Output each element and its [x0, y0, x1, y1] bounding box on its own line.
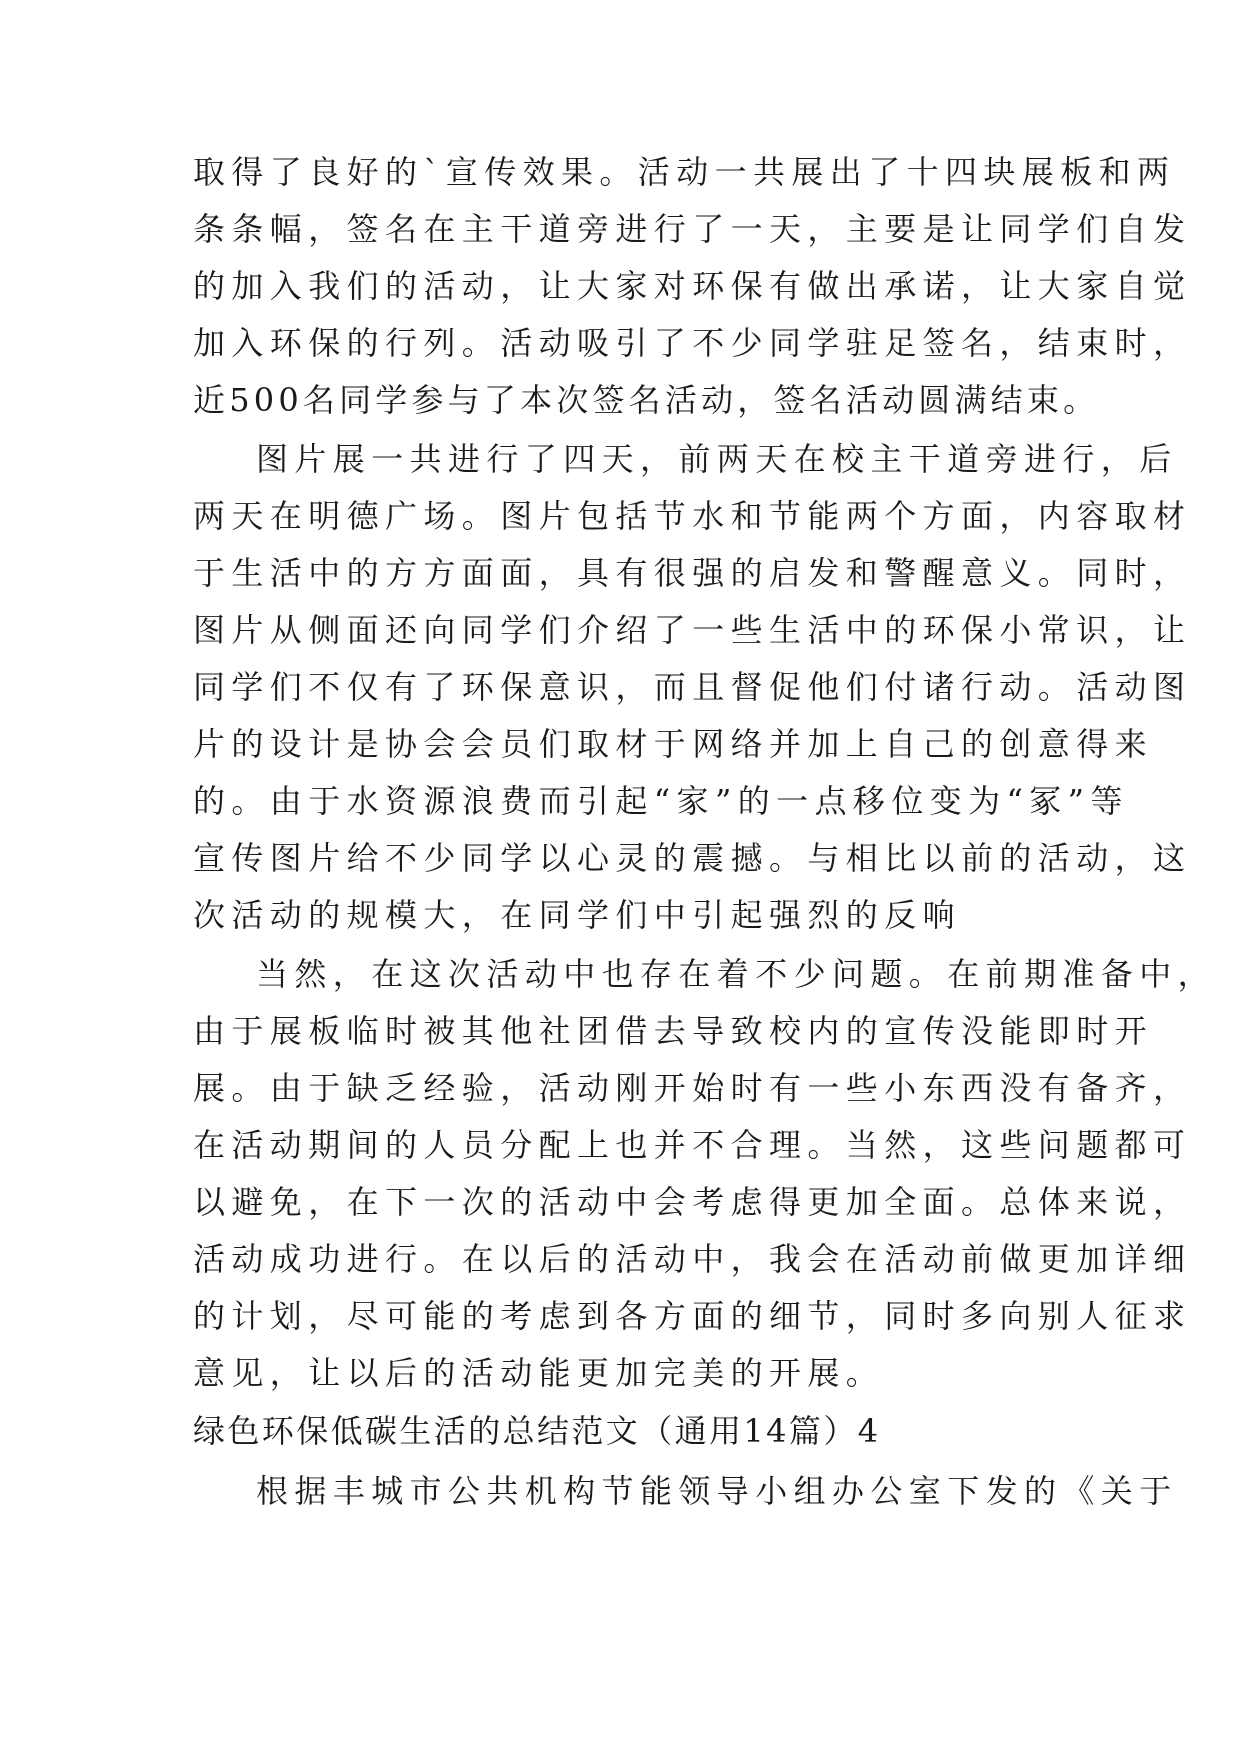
paragraph-2-line-8: 宣传图片给不少同学以心灵的震撼。与相比以前的活动，这	[193, 839, 1192, 877]
paragraph-2-line-4: 图片从侧面还向同学们介绍了一些生活中的环保小常识，让	[193, 611, 1192, 649]
paragraph-1-line-2: 条条幅，签名在主干道旁进行了一天，主要是让同学们自发	[193, 210, 1192, 248]
paragraph-2-line-7: 的。由于水资源浪费而引起“家”的一点移位变为“冢”等	[193, 782, 1129, 820]
paragraph-3-line-4: 在活动期间的人员分配上也并不合理。当然，这些问题都可	[193, 1126, 1192, 1164]
paragraph-4-line-1: 根据丰城市公共机构节能领导小组办公室下发的《关于	[256, 1472, 1178, 1510]
paragraph-2-line-2: 两天在明德广场。图片包括节水和节能两个方面，内容取材	[193, 497, 1192, 535]
paragraph-2-line-9: 次活动的规模大，在同学们中引起强烈的反响	[193, 896, 962, 934]
paragraph-3-line-6: 活动成功进行。在以后的活动中，我会在活动前做更加详细	[193, 1240, 1192, 1278]
paragraph-2-line-1: 图片展一共进行了四天，前两天在校主干道旁进行，后	[256, 440, 1178, 478]
paragraph-2-line-3: 于生活中的方方面面，具有很强的启发和警醒意义。同时，	[193, 554, 1192, 592]
paragraph-2-line-6: 片的设计是协会会员们取材于网络并加上自己的创意得来	[193, 725, 1154, 763]
paragraph-1-line-5: 近500名同学参与了本次签名活动，签名活动圆满结束。	[193, 381, 1100, 419]
paragraph-3-line-2: 由于展板临时被其他社团借去导致校内的宣传没能即时开	[193, 1012, 1154, 1050]
paragraph-1-line-3: 的加入我们的活动，让大家对环保有做出承诺，让大家自觉	[193, 267, 1192, 305]
paragraph-3-line-1: 当然，在这次活动中也存在着不少问题。在前期准备中，	[256, 955, 1217, 993]
paragraph-2-line-5: 同学们不仅有了环保意识，而且督促他们付诸行动。活动图	[193, 668, 1192, 706]
section-heading: 绿色环保低碳生活的总结范文（通用14篇）4	[193, 1412, 881, 1450]
paragraph-3-line-3: 展。由于缺乏经验，活动刚开始时有一些小东西没有备齐，	[193, 1069, 1192, 1107]
paragraph-3-line-8: 意见，让以后的活动能更加完美的开展。	[193, 1354, 885, 1392]
paragraph-3-line-5: 以避免，在下一次的活动中会考虑得更加全面。总体来说，	[193, 1183, 1192, 1221]
paragraph-3-line-7: 的计划，尽可能的考虑到各方面的细节，同时多向别人征求	[193, 1297, 1192, 1335]
paragraph-1-line-4: 加入环保的行列。活动吸引了不少同学驻足签名，结束时，	[193, 324, 1192, 362]
paragraph-1-line-1: 取得了良好的`宣传效果。活动一共展出了十四块展板和两	[193, 153, 1176, 191]
